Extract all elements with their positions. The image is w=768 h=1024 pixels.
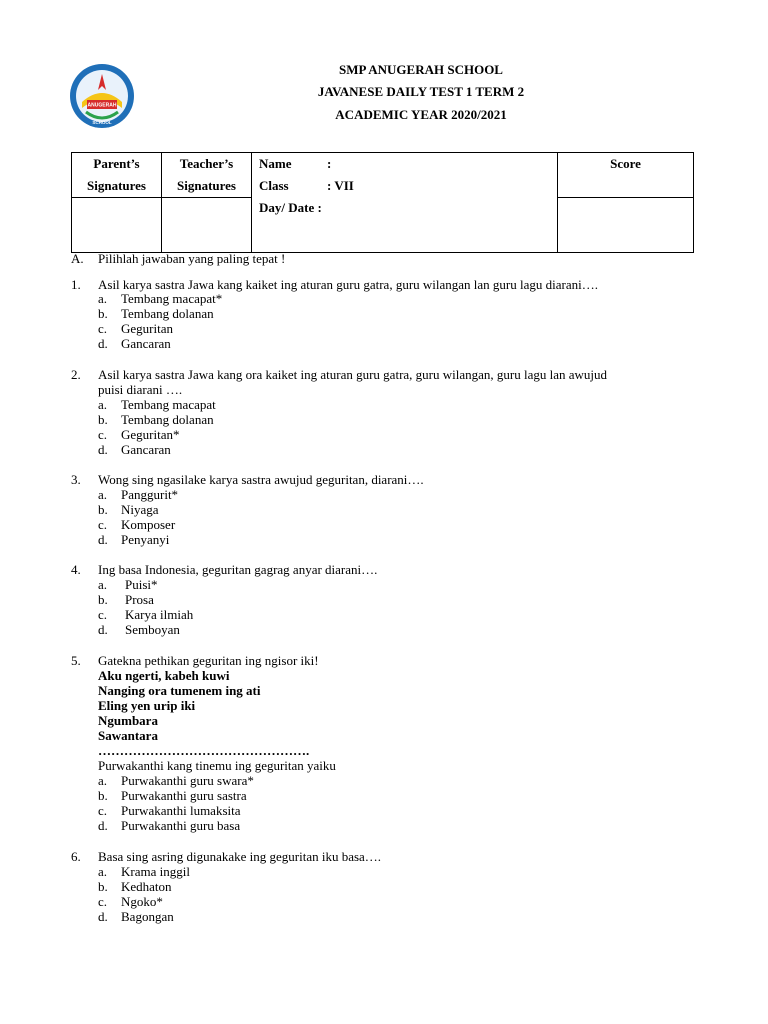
score-label: Score (610, 156, 641, 171)
option-text[interactable]: Tembang macapat* (121, 291, 223, 306)
teacher-signature-box[interactable] (162, 198, 252, 253)
option-letter: a. (98, 397, 108, 412)
option-text[interactable]: Tembang macapat (121, 397, 216, 412)
option-letter: d. (98, 442, 108, 457)
option-text[interactable]: Purwakanthi guru swara* (121, 773, 254, 788)
class-field[interactable]: : VII (327, 178, 354, 193)
option-text[interactable]: Niyaga (121, 502, 159, 517)
option-letter: c. (98, 607, 108, 622)
option-letter: b. (98, 412, 108, 427)
question-text-continued: Purwakanthi kang tinemu ing geguritan yaiku (98, 758, 336, 773)
class-label: Class (259, 178, 289, 193)
teacher-header-line2: Signatures (177, 178, 236, 193)
option-letter: c. (98, 517, 108, 532)
option-letter: d. (98, 818, 108, 833)
option-text[interactable]: Krama inggil (121, 864, 190, 879)
logo-text-top: ANUGERAH (87, 102, 117, 109)
parent-signature-box[interactable] (72, 198, 162, 253)
poem-line: Nanging ora tumenem ing ati (98, 683, 261, 698)
option-text[interactable]: Purwakanthi guru sastra (121, 788, 247, 803)
option-text[interactable]: Kedhaton (121, 879, 172, 894)
option-text[interactable]: Geguritan (121, 321, 173, 336)
score-header (558, 153, 694, 198)
parent-header-line2: Signatures (87, 178, 146, 193)
option-text[interactable]: Gancaran (121, 336, 171, 351)
option-letter: d. (98, 336, 108, 351)
option-text[interactable]: Purwakanthi lumaksita (121, 803, 241, 818)
student-info-table (71, 152, 694, 253)
question-text: Basa sing asring digunakake ing geguritan iku basa…. (98, 849, 382, 864)
question-text: Asil karya sastra Jawa kang kaiket ing aturan guru gatra, guru wilangan lan guru lagu diarani…. (98, 277, 598, 292)
question-number: 3. (71, 472, 81, 487)
option-letter: c. (98, 894, 108, 909)
option-letter: d. (98, 909, 108, 924)
option-letter: b. (98, 592, 108, 607)
option-letter: c. (98, 427, 108, 442)
option-letter: b. (98, 306, 108, 321)
poem-ellipsis: …………………………………………. (98, 743, 310, 758)
question-number: 5. (71, 653, 81, 668)
option-letter: d. (98, 532, 108, 547)
logo-text-bottom: SCHOOL (92, 120, 112, 125)
option-text[interactable]: Puisi* (125, 577, 158, 592)
option-text[interactable]: Ngoko* (121, 894, 163, 909)
option-letter: b. (98, 879, 108, 894)
school-name: SMP ANUGERAH SCHOOL (339, 62, 503, 77)
teacher-header-line1: Teacher’s (179, 156, 234, 171)
name-field[interactable]: : (327, 156, 332, 171)
option-text[interactable]: Prosa (125, 592, 154, 607)
option-letter: c. (98, 321, 108, 336)
question-text-continued: puisi diarani …. (98, 382, 183, 397)
score-box[interactable] (558, 198, 694, 253)
option-text[interactable]: Semboyan (125, 622, 180, 637)
teacher-signature-header (162, 153, 252, 198)
parent-signature-header (72, 153, 162, 198)
student-details-cell (252, 153, 558, 253)
poem-line: Ngumbara (98, 713, 158, 728)
option-text[interactable]: Karya ilmiah (125, 607, 194, 622)
option-letter: a. (98, 577, 108, 592)
option-letter: b. (98, 788, 108, 803)
question-number: 1. (71, 277, 81, 292)
option-text[interactable]: Geguritan* (121, 427, 180, 442)
option-letter: a. (98, 487, 108, 502)
poem-line: Sawantara (98, 728, 158, 743)
option-letter: a. (98, 773, 108, 788)
day-date-field[interactable]: Day/ Date : (259, 200, 322, 215)
poem-line: Eling yen urip iki (98, 698, 196, 713)
poem-line: Aku ngerti, kabeh kuwi (98, 668, 230, 683)
option-letter: c. (98, 803, 108, 818)
parent-header-line1: Parent’s (93, 156, 140, 171)
option-letter: d. (98, 622, 108, 637)
question-text: Gatekna pethikan geguritan ing ngisor iki! (98, 653, 319, 668)
option-text[interactable]: Gancaran (121, 442, 171, 457)
option-text[interactable]: Bagongan (121, 909, 174, 924)
question-text: Ing basa Indonesia, geguritan gagrag anyar diarani…. (98, 562, 378, 577)
section-instruction: Pilihlah jawaban yang paling tepat ! (98, 251, 286, 266)
option-text[interactable]: Tembang dolanan (121, 412, 214, 427)
option-text[interactable]: Purwakanthi guru basa (121, 818, 241, 833)
question-text: Wong sing ngasilake karya sastra awujud geguritan, diarani…. (98, 472, 424, 487)
academic-year: ACADEMIC YEAR 2020/2021 (335, 107, 507, 122)
section-letter: A. (71, 251, 84, 266)
option-letter: a. (98, 291, 108, 306)
option-text[interactable]: Panggurit* (121, 487, 179, 502)
option-letter: b. (98, 502, 108, 517)
option-letter: a. (98, 864, 108, 879)
question-number: 4. (71, 562, 81, 577)
test-title: JAVANESE DAILY TEST 1 TERM 2 (317, 84, 525, 99)
option-text[interactable]: Tembang dolanan (121, 306, 214, 321)
name-label: Name (259, 156, 292, 171)
question-text: Asil karya sastra Jawa kang ora kaiket ing aturan guru gatra, guru wilangan, guru lagu lan awujud (98, 367, 608, 382)
option-text[interactable]: Komposer (121, 517, 176, 532)
option-text[interactable]: Penyanyi (121, 532, 170, 547)
question-number: 6. (71, 849, 81, 864)
question-number: 2. (71, 367, 81, 382)
